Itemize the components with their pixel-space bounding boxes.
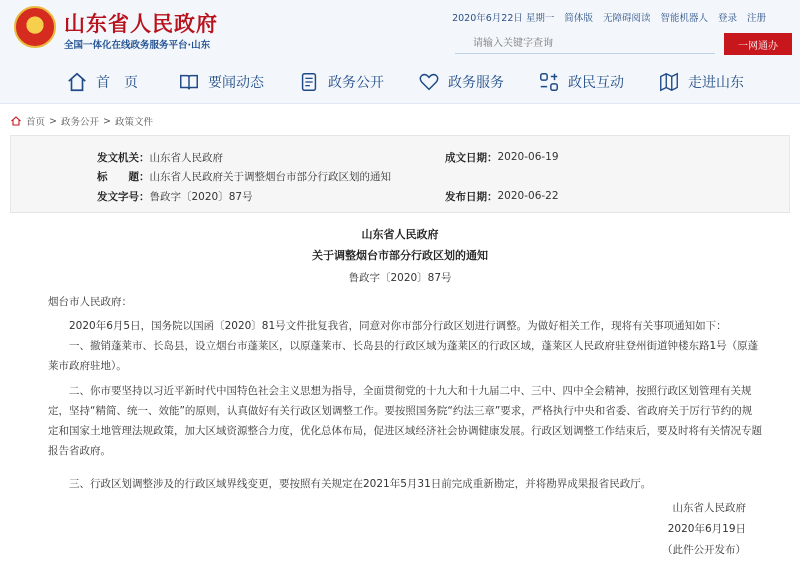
link-accessibility[interactable]: 无障碍阅读 — [602, 13, 651, 24]
document-paragraph: 三、行政区划调整涉及的行政区域界线变更，要按照有关规定在2021年5月31日前完成重新勘定，并将勘界成果报省民政厅。 — [69, 478, 652, 490]
link-robot[interactable]: 智能机器人 — [660, 13, 708, 24]
info-value: 鲁政字〔2020〕87号 — [149, 190, 253, 203]
breadcrumb — [10, 114, 153, 128]
nav-item-news[interactable] — [178, 68, 264, 96]
national-emblem-icon: ★ — [14, 6, 56, 48]
info-value: 山东省人民政府 — [149, 151, 223, 164]
document-paragraph: 二、你市要坚持以习近平新时代中国特色社会主义思想为指导，全面贯彻党的十九大和十九届二中、三中、四中全会精神，按照行政区划管理有关规定，坚持“精简、统一、效能”的原则，认真做好有关行政区划调整工作。要按照国务院“约法三章”要求，严格执行中央和省委、省政府关于厉行节约的规定和国家土地管理法规政策，加大区域资源整合力度，优化总体布局，促进区域经济社会协调健康发展。行政区划调整工作结束后，要及时将有关情况专题报告省政府。 — [48, 385, 762, 457]
site-subtitle: 全国一体化在线政务服务平台·山东 — [64, 40, 211, 51]
document-title: 关于调整烟台市部分行政区划的通知 — [312, 249, 488, 262]
breadcrumb-separator: > — [49, 115, 57, 127]
breadcrumb-policy-files[interactable]: 政策文件 — [114, 117, 153, 128]
document-salutation: 烟台市人民政府： — [48, 296, 132, 308]
document-icon — [298, 71, 320, 93]
nav-item-gov-open[interactable] — [298, 68, 384, 96]
map-icon — [658, 71, 680, 93]
document-issuer: 山东省人民政府 — [361, 228, 439, 241]
breadcrumb-gov-open[interactable]: 政务公开 — [60, 117, 99, 128]
nav-label: 政务公开 — [328, 75, 384, 91]
document-info-box — [10, 135, 790, 213]
nav-item-home[interactable] — [66, 68, 138, 96]
document-publish-note: （此件公开发布） — [662, 544, 746, 556]
info-title — [97, 167, 391, 185]
home-icon — [10, 115, 22, 127]
info-value: 山东省人民政府关于调整烟台市部分行政区划的通知 — [149, 170, 391, 183]
info-created-date — [445, 148, 559, 166]
link-login[interactable]: 登录 — [717, 13, 737, 24]
document-paragraph: 一、撤销蓬莱市、长岛县，设立烟台市蓬莱区，以原蓬莱市、长岛县的行政区域为蓬莱区的行政区域，蓬莱区人民政府驻登州街道钟楼东路1号（原蓬莱市政府驻地）。 — [48, 340, 759, 372]
info-label: 发布日期： — [445, 190, 498, 203]
top-links — [452, 10, 766, 24]
home-icon — [66, 71, 88, 93]
nav-item-about-shandong[interactable] — [658, 68, 744, 96]
book-icon — [178, 71, 200, 93]
info-issuer — [97, 148, 223, 166]
nav-label: 走进山东 — [688, 75, 744, 91]
breadcrumb-separator: > — [103, 115, 111, 127]
document-signature: 山东省人民政府 — [672, 502, 746, 514]
current-date: 2020年6月22日 星期一 — [452, 13, 555, 24]
site-header — [0, 0, 800, 60]
info-label: 发文字号： — [97, 190, 150, 203]
info-label: 标 题： — [97, 170, 150, 183]
info-value: 2020-06-22 — [497, 190, 559, 202]
nav-label: 首 页 — [96, 75, 138, 91]
search-input[interactable] — [455, 34, 715, 54]
search-button[interactable]: 一网通办 — [724, 33, 792, 55]
nav-label: 政务服务 — [448, 75, 504, 91]
info-number — [97, 187, 253, 205]
document-number: 鲁政字〔2020〕87号 — [348, 272, 452, 284]
heart-icon — [418, 71, 440, 93]
nav-label: 要闻动态 — [208, 75, 264, 91]
interaction-icon — [538, 71, 560, 93]
info-label: 成文日期： — [445, 151, 498, 164]
info-label: 发文机关： — [97, 151, 150, 164]
nav-label: 政民互动 — [568, 75, 624, 91]
link-register[interactable]: 注册 — [746, 13, 766, 24]
nav-item-gov-service[interactable] — [418, 68, 504, 96]
document-paragraph: 2020年6月5日，国务院以国函〔2020〕81号文件批复我省，同意对你市部分行政区划进行调整。为做好相关工作，现将有关事项通知如下： — [69, 320, 727, 332]
breadcrumb-home[interactable]: 首页 — [26, 117, 46, 128]
info-published-date — [445, 187, 559, 205]
document-sign-date: 2020年6月19日 — [667, 523, 746, 535]
site-title[interactable]: 山东省人民政府 — [64, 11, 218, 36]
main-nav — [0, 60, 800, 104]
link-simplified[interactable]: 简体版 — [564, 13, 593, 24]
nav-item-interaction[interactable] — [538, 68, 624, 96]
info-value: 2020-06-19 — [497, 151, 559, 163]
